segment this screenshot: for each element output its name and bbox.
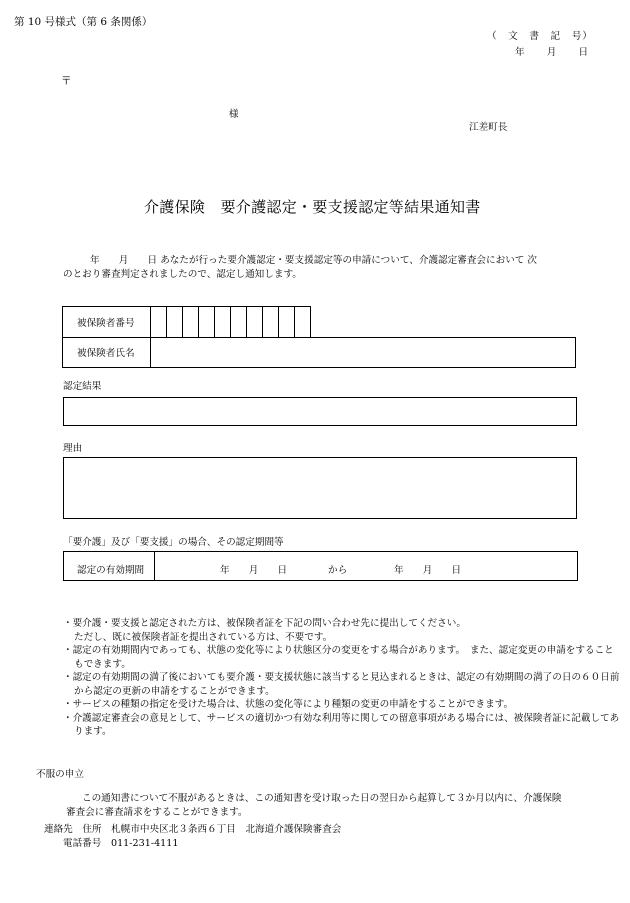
intro-line-2: のとおり審査判定されましたので、認定し通知します。 (63, 269, 302, 280)
period-from-date: 年 月 日 (220, 565, 288, 576)
period-from-word: から (328, 565, 348, 576)
note-item: ・認定の有効期間内であっても、状態の変化等により状態区分の変更をする場合があります。 また、認定変更の申請をすることもできます。 (63, 645, 614, 670)
appeal-text: この通知書について不服があるときは、この通知書を受け取った日の翌日から起算して３か月以内に、介護保険審査会に審査請求をすることができます。 (66, 793, 562, 818)
note-item: ・介護認定審査会の意見として、サービスの適切かつ有効な利用等に関しての留意事項がある場合には、被保険者証に記載してあります。 (63, 712, 620, 737)
period-to-date: 年 月 日 (394, 565, 462, 576)
contact-address: 連絡先 住所 札幌市中央区北３条西６丁目 北海道介護保険審査会 (44, 824, 342, 835)
reason-box (63, 457, 577, 519)
document-title: 介護保険 要介護認定・要支援認定等結果通知書 (144, 198, 481, 216)
addressee-honorific: 様 (229, 109, 239, 120)
note-item: ・要介護・要支援と認定された方は、被保険者証を下記の問い合わせ先に提出してください。 (63, 618, 466, 629)
result-label: 認定結果 (63, 381, 102, 392)
issuer-name: 江差町長 (469, 122, 508, 133)
issue-date: 年 月 日 (515, 47, 590, 58)
result-box (63, 397, 577, 426)
intro-line-1: 年 月 日 あなたが行った要介護認定・要支援認定等の申請について、介護認定審査会において 次 (90, 255, 538, 266)
note-item: ・認定の有効期間の満了後においても要介護・要支援状態に該当すると見込まれるときは、認定の有効期間の満了の日の６０日前から認定の更新の申請をすることができます。 (63, 672, 620, 697)
note-item: ・サービスの種類の指定を受けた場合は、状態の変化等により種類の変更の申請をすることができます。 (63, 699, 514, 710)
period-heading: 「要介護」及び「要支援」の場合、その認定期間等 (63, 537, 284, 548)
period-label: 認定の有効期間 (77, 565, 145, 576)
insured-number-label: 被保険者番号 (77, 318, 135, 329)
reason-label: 理由 (63, 443, 83, 454)
contact-phone: 電話番号 011-231-4111 (63, 838, 179, 849)
appeal-heading: 不服の申立 (36, 769, 84, 780)
insured-name-label: 被保険者氏名 (77, 348, 135, 359)
note-item: ただし、既に被保険者証を提出されている方は、不要です。 (74, 631, 333, 643)
postal-mark: 〒 (61, 75, 72, 87)
notes-list (63, 617, 623, 739)
form-number: 第 10 号様式（第 6 条関係） (14, 16, 153, 28)
document-code: （ 文 書 記 号） (487, 31, 593, 42)
